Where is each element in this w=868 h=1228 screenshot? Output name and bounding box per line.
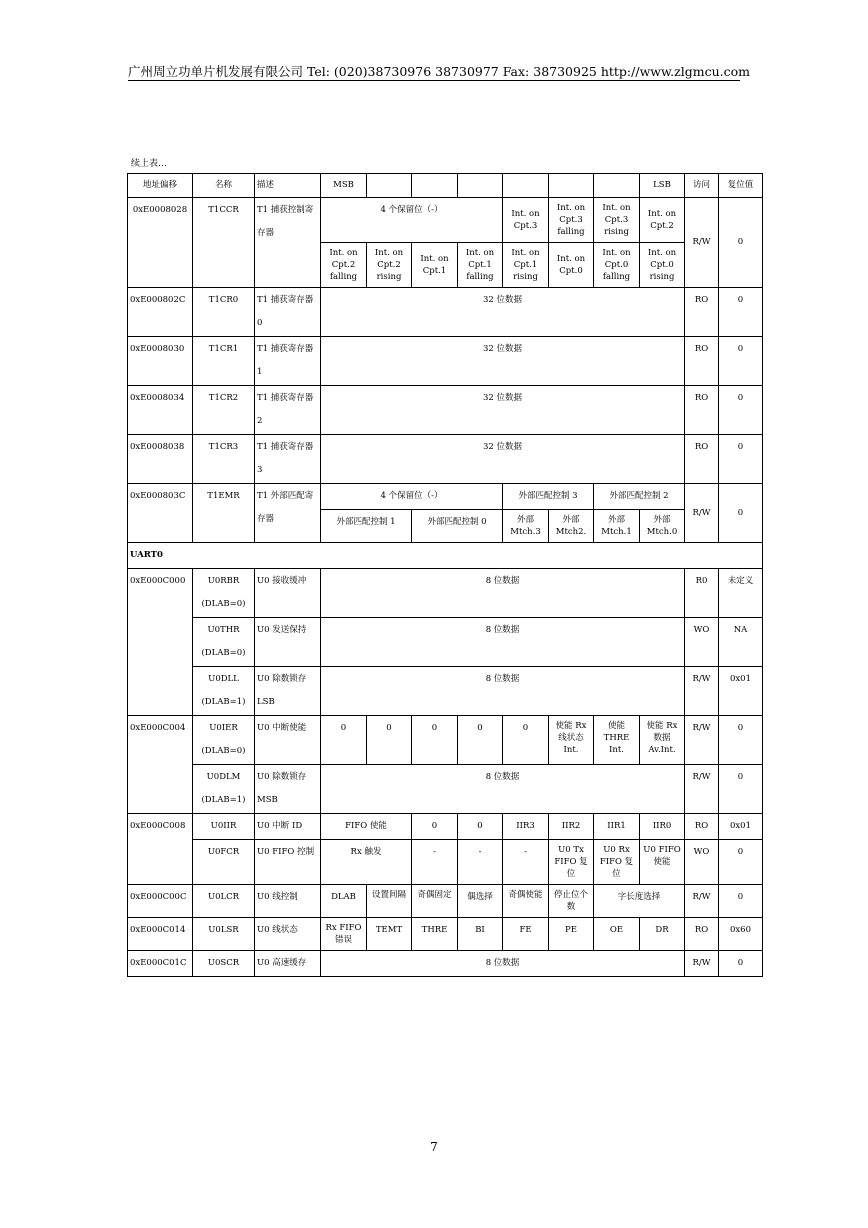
match-control-2: 外部匹配控制 2 [594, 484, 685, 510]
table-row [128, 716, 763, 765]
table-header-row [128, 174, 763, 198]
bit-cell: 奇偶使能 [503, 885, 549, 918]
bit-cell: IIR3 [503, 814, 549, 840]
desc-cell: U0 线状态 [255, 918, 321, 951]
access-cell: R/W [685, 484, 719, 543]
desc-cell: U0 发送保持 [255, 618, 321, 667]
table-row [128, 951, 763, 977]
table-row [128, 885, 763, 918]
col-header-addr: 地址偏移 [128, 174, 193, 198]
match-control-0: 外部匹配控制 0 [412, 510, 503, 543]
bit-cell: - [458, 840, 503, 885]
data-cell: 8 位数据 [321, 618, 685, 667]
col-header-msb: MSB [321, 174, 367, 198]
rx-trigger-field: Rx 触发 [321, 840, 412, 885]
table-row [128, 435, 763, 484]
register-table [127, 173, 763, 977]
table-row [128, 840, 763, 885]
bit-cell: 0 [367, 716, 412, 765]
access-cell: RO [685, 435, 719, 484]
bit-cell: TEMT [367, 918, 412, 951]
name-cell: U0DLL (DLAB=1) [193, 667, 255, 716]
reset-cell: 0 [719, 765, 763, 814]
bit-cell: Int. on Cpt.3 [503, 198, 549, 243]
bit-cell: 偶选择 [458, 885, 503, 918]
name-cell: U0RBR (DLAB=0) [193, 569, 255, 618]
bit-cell: 使能 THRE Int. [594, 716, 640, 765]
reset-cell: 0 [719, 885, 763, 918]
name-cell: U0FCR [193, 840, 255, 885]
access-cell: RO [685, 386, 719, 435]
access-cell: WO [685, 618, 719, 667]
data-cell: 32 位数据 [321, 435, 685, 484]
access-cell: RO [685, 918, 719, 951]
col-header-bit [594, 174, 640, 198]
reserved-bits: 4 个保留位（-） [321, 484, 503, 510]
table-row [128, 667, 763, 716]
bit-cell: Int. on Cpt.0 rising [640, 243, 685, 288]
access-cell: R/W [685, 198, 719, 288]
desc-cell: U0 高速缓存 [255, 951, 321, 977]
col-header-bit [458, 174, 503, 198]
reset-cell: 0 [719, 716, 763, 765]
table-row [128, 337, 763, 386]
data-cell: 32 位数据 [321, 337, 685, 386]
bit-cell: THRE [412, 918, 458, 951]
reset-cell: 0 [719, 337, 763, 386]
access-cell: RO [685, 814, 719, 840]
continued-label: 续上表… [131, 159, 168, 169]
reset-cell: 0 [719, 198, 763, 288]
name-cell: T1CR2 [193, 386, 255, 435]
name-cell: U0DLM (DLAB=1) [193, 765, 255, 814]
reset-cell: 未定义 [719, 569, 763, 618]
bit-cell: Int. on Cpt.3 falling [549, 198, 594, 243]
name-cell: U0LCR [193, 885, 255, 918]
match-control-3: 外部匹配控制 3 [503, 484, 594, 510]
name-cell: T1CCR [193, 198, 255, 288]
bit-cell: DR [640, 918, 685, 951]
access-cell: WO [685, 840, 719, 885]
access-cell: R/W [685, 716, 719, 765]
addr-cell: 0xE000C000 [128, 569, 193, 716]
desc-cell: T1 捕获寄存器 1 [255, 337, 321, 386]
col-header-bit [412, 174, 458, 198]
addr-cell: 0xE000802C [128, 288, 193, 337]
col-header-name: 名称 [193, 174, 255, 198]
bit-cell: 设置间隔 [367, 885, 412, 918]
bit-cell: DLAB [321, 885, 367, 918]
bit-cell: Int. on Cpt.0 falling [594, 243, 640, 288]
desc-cell: T1 捕获寄存器 0 [255, 288, 321, 337]
bit-cell: Int. on Cpt.1 falling [458, 243, 503, 288]
name-cell: T1EMR [193, 484, 255, 543]
desc-cell: T1 捕获寄存器 2 [255, 386, 321, 435]
col-header-bit [549, 174, 594, 198]
section-row [128, 543, 763, 569]
fifo-enable-field: FIFO 使能 [321, 814, 412, 840]
bit-cell: - [412, 840, 458, 885]
access-cell: R/W [685, 765, 719, 814]
bit-cell: 0 [321, 716, 367, 765]
name-cell: T1CR0 [193, 288, 255, 337]
reset-cell: 0 [719, 840, 763, 885]
bit-cell: OE [594, 918, 640, 951]
access-cell: RO [685, 288, 719, 337]
data-cell: 32 位数据 [321, 386, 685, 435]
table-row [128, 618, 763, 667]
addr-cell: 0xE0008028 [128, 198, 193, 288]
desc-cell: U0 中断 ID [255, 814, 321, 840]
bit-cell: IIR0 [640, 814, 685, 840]
reset-cell: 0 [719, 386, 763, 435]
match-control-1: 外部匹配控制 1 [321, 510, 412, 543]
access-cell: R/W [685, 951, 719, 977]
addr-cell: 0xE0008030 [128, 337, 193, 386]
bit-cell: 停止位个数 [549, 885, 594, 918]
table-row [128, 814, 763, 840]
access-cell: R/W [685, 885, 719, 918]
col-header-reset: 复位值 [719, 174, 763, 198]
addr-cell: 0xE0008038 [128, 435, 193, 484]
name-cell: U0LSR [193, 918, 255, 951]
table-row [128, 386, 763, 435]
reserved-bits: 4 个保留位（-） [321, 198, 503, 243]
bit-cell: Int. on Cpt.2 falling [321, 243, 367, 288]
name-cell: T1CR1 [193, 337, 255, 386]
bit-cell: 使能 Rx 线状态 Int. [549, 716, 594, 765]
data-cell: 8 位数据 [321, 569, 685, 618]
reset-cell: 0x60 [719, 918, 763, 951]
col-header-access: 访问 [685, 174, 719, 198]
reset-cell: NA [719, 618, 763, 667]
bit-cell: 0 [458, 716, 503, 765]
table-row [128, 918, 763, 951]
bit-cell: Int. on Cpt.2 rising [367, 243, 412, 288]
bit-cell: IIR2 [549, 814, 594, 840]
addr-cell: 0xE000C004 [128, 716, 193, 814]
col-header-lsb: LSB [640, 174, 685, 198]
bit-cell: U0 Tx FIFO 复位 [549, 840, 594, 885]
desc-cell: T1 捕获控制寄存器 [255, 198, 321, 288]
reset-cell: 0 [719, 484, 763, 543]
name-cell: U0SCR [193, 951, 255, 977]
name-cell: U0IER (DLAB=0) [193, 716, 255, 765]
bit-cell: 0 [412, 716, 458, 765]
bit-cell: U0 Rx FIFO 复位 [594, 840, 640, 885]
reset-cell: 0 [719, 435, 763, 484]
header-rule [128, 80, 740, 81]
desc-cell: U0 除数锁存 MSB [255, 765, 321, 814]
bit-cell: U0 FIFO 使能 [640, 840, 685, 885]
bit-cell: 0 [458, 814, 503, 840]
bit-cell: Int. on Cpt.3 rising [594, 198, 640, 243]
bit-cell: Int. on Cpt.0 [549, 243, 594, 288]
reset-cell: 0 [719, 288, 763, 337]
reset-cell: 0x01 [719, 667, 763, 716]
addr-cell: 0xE0008034 [128, 386, 193, 435]
desc-cell: U0 FIFO 控制 [255, 840, 321, 885]
access-cell: RO [685, 337, 719, 386]
bit-cell: 外部 Mtch.0 [640, 510, 685, 543]
desc-cell: T1 外部匹配寄存器 [255, 484, 321, 543]
data-cell: 8 位数据 [321, 951, 685, 977]
desc-cell: U0 中断使能 [255, 716, 321, 765]
col-header-bit [503, 174, 549, 198]
table-row [128, 569, 763, 618]
bit-cell: Rx FIFO 错误 [321, 918, 367, 951]
reset-cell: 0x01 [719, 814, 763, 840]
addr-cell: 0xE000C00C [128, 885, 193, 918]
bit-cell: 外部 Mtch.3 [503, 510, 549, 543]
bit-cell: 外部 Mtch2. [549, 510, 594, 543]
bit-cell: 奇偶固定 [412, 885, 458, 918]
bit-cell: 0 [412, 814, 458, 840]
bit-cell: IIR1 [594, 814, 640, 840]
name-cell: U0IIR [193, 814, 255, 840]
page-header: 广州周立功单片机发展有限公司 Tel: (020)38730976 38730977 Fax: 38730925 http://www.zlgmcu.com [128, 64, 750, 79]
bit-cell: FE [503, 918, 549, 951]
data-cell: 8 位数据 [321, 765, 685, 814]
table-row [128, 288, 763, 337]
bit-cell: 使能 Rx 数据 Av.Int. [640, 716, 685, 765]
page-number: 7 [430, 1140, 438, 1154]
desc-cell: U0 接收缓冲 [255, 569, 321, 618]
addr-cell: 0xE000C01C [128, 951, 193, 977]
addr-cell: 0xE000C008 [128, 814, 193, 885]
col-header-bit [367, 174, 412, 198]
bit-cell: Int. on Cpt.1 [412, 243, 458, 288]
desc-cell: T1 捕获寄存器 3 [255, 435, 321, 484]
access-cell: R0 [685, 569, 719, 618]
data-cell: 32 位数据 [321, 288, 685, 337]
bit-cell: - [503, 840, 549, 885]
word-length-field: 字长度选择 [594, 885, 685, 918]
name-cell: U0THR (DLAB=0) [193, 618, 255, 667]
bit-cell: PE [549, 918, 594, 951]
name-cell: T1CR3 [193, 435, 255, 484]
bit-cell: Int. on Cpt.1 rising [503, 243, 549, 288]
desc-cell: U0 除数锁存 LSB [255, 667, 321, 716]
desc-cell: U0 线控制 [255, 885, 321, 918]
reset-cell: 0 [719, 951, 763, 977]
section-title: UART0 [128, 543, 763, 569]
bit-cell: BI [458, 918, 503, 951]
bit-cell: 外部 Mtch.1 [594, 510, 640, 543]
table-row [128, 198, 763, 243]
addr-cell: 0xE000803C [128, 484, 193, 543]
bit-cell: 0 [503, 716, 549, 765]
addr-cell: 0xE000C014 [128, 918, 193, 951]
table-row [128, 484, 763, 510]
table-row [128, 765, 763, 814]
col-header-desc: 描述 [255, 174, 321, 198]
access-cell: R/W [685, 667, 719, 716]
bit-cell: Int. on Cpt.2 [640, 198, 685, 243]
data-cell: 8 位数据 [321, 667, 685, 716]
